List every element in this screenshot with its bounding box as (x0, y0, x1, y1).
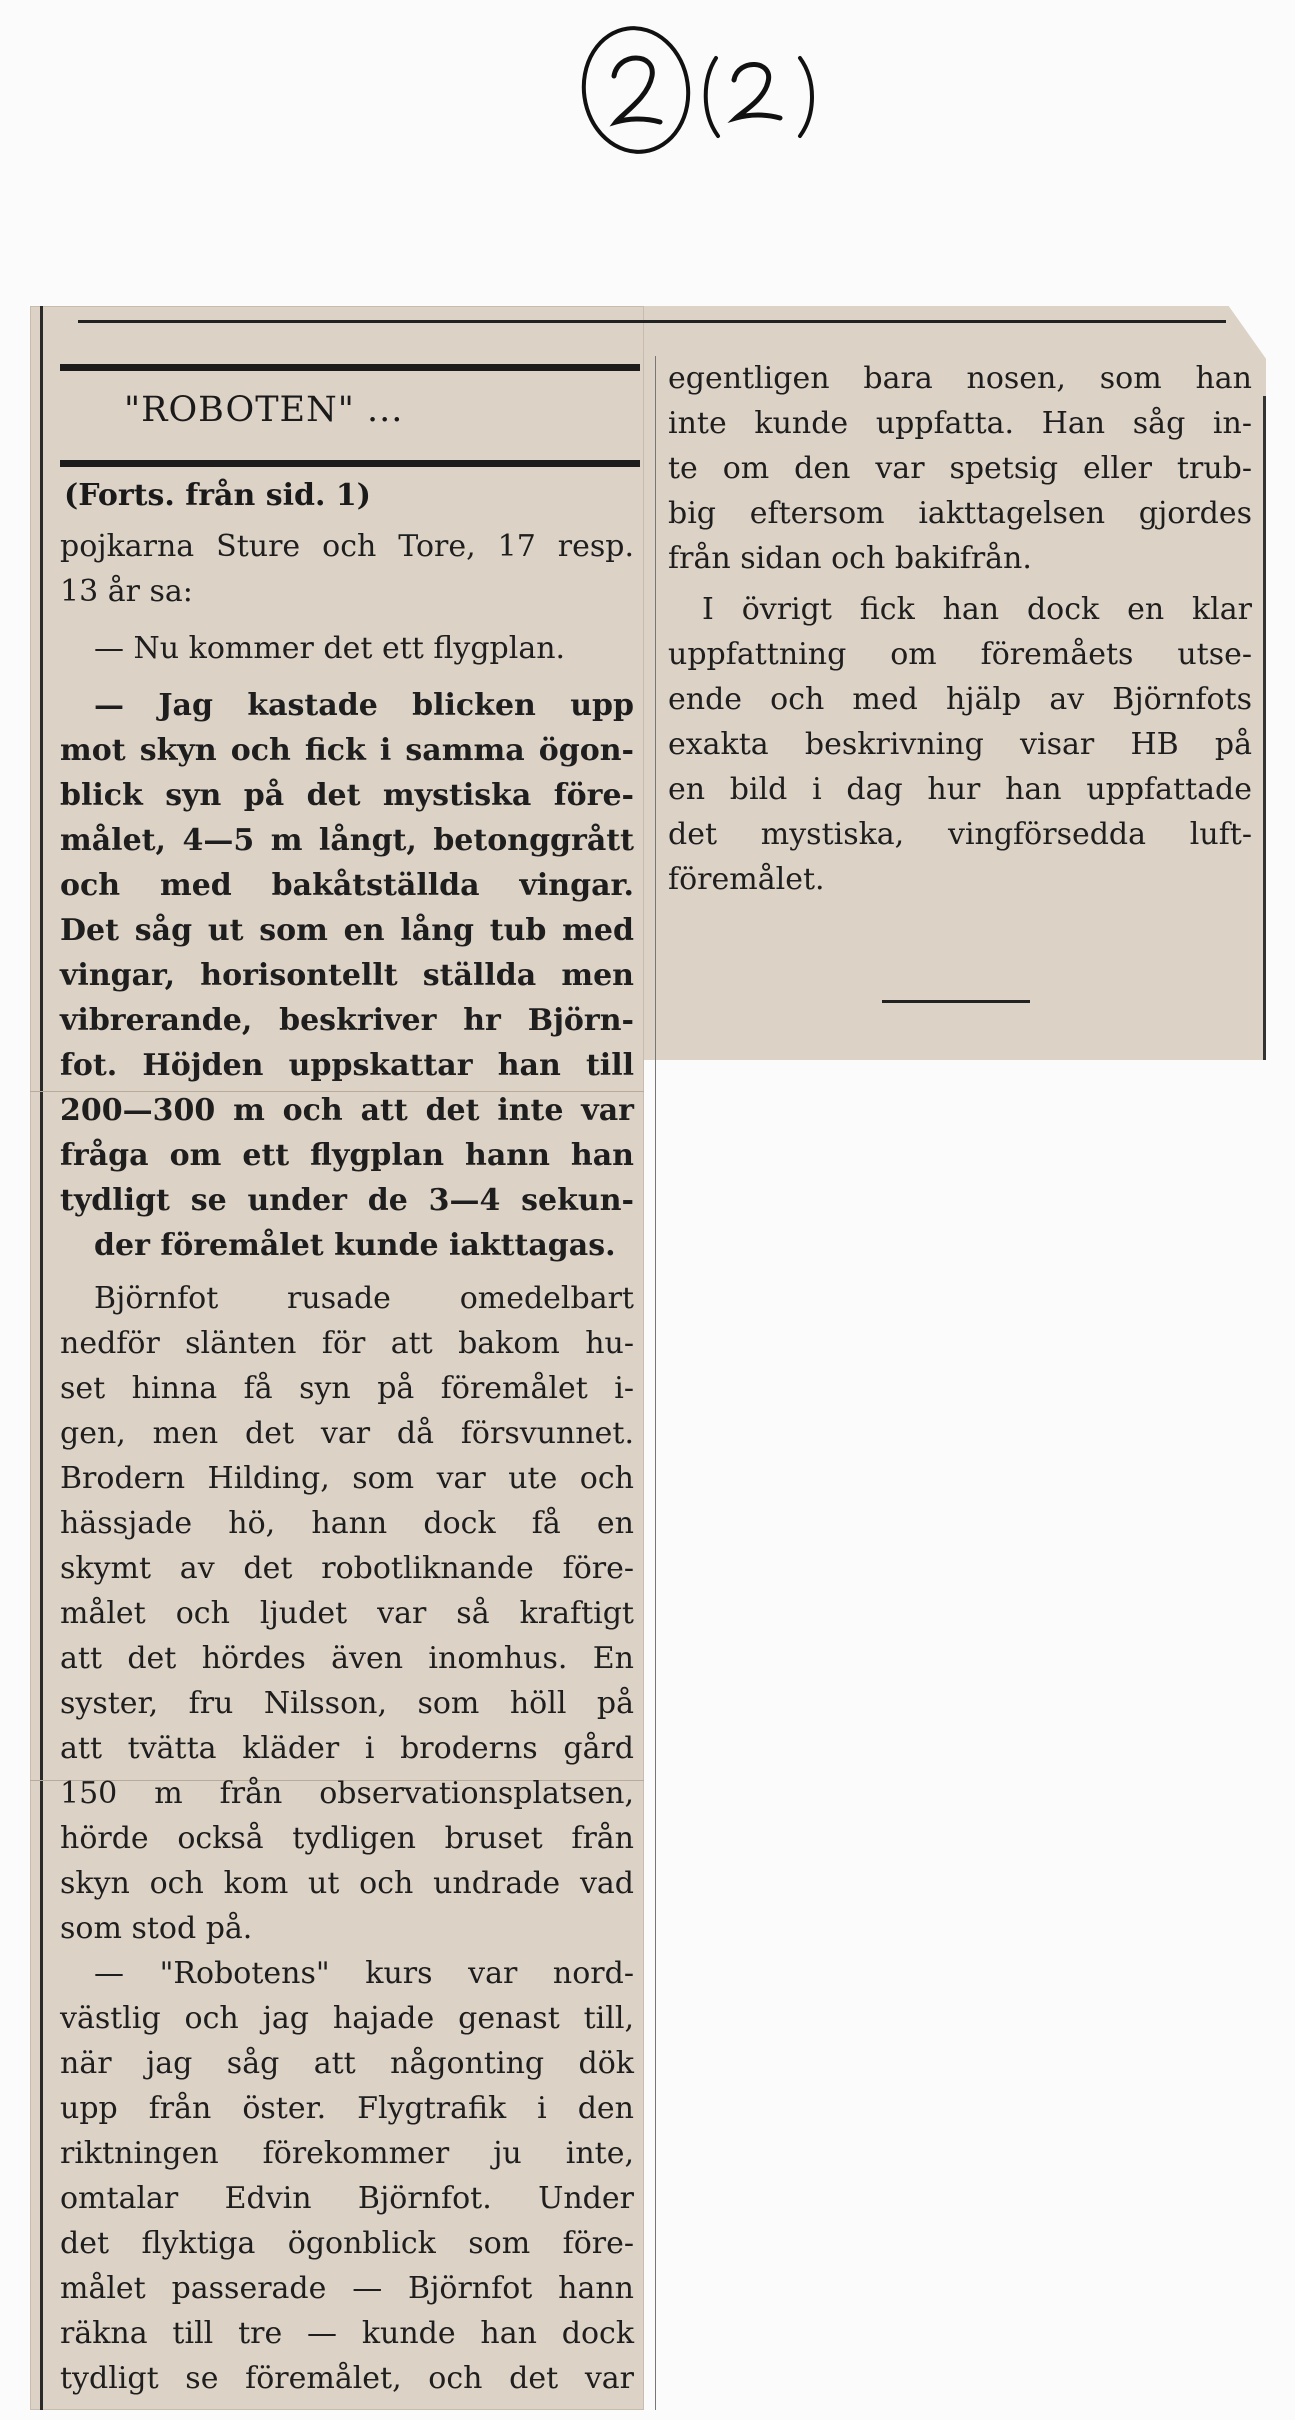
text-line: upp från öster. Flygtrafik i den (60, 2091, 634, 2126)
text-line: målet passerade — Björnfot hann (60, 2271, 634, 2306)
text-line: 200—300 m och att det inte var (60, 1093, 634, 1128)
text-line: hässjade hö, hann dock få en (60, 1506, 634, 1541)
text-line: skymt av det robotliknande före- (60, 1551, 634, 1586)
text-line: vingar, horisontellt ställda men (60, 958, 634, 993)
text-line: exakta beskrivning visar HB på (668, 727, 1252, 762)
top-border-line (78, 320, 664, 323)
text-line: fot. Höjden uppskattar han till (60, 1048, 634, 1083)
text-line: te om den var spetsig eller trub- (668, 451, 1252, 486)
text-line: att tvätta kläder i broderns gård (60, 1731, 634, 1766)
headline-rule-bottom (60, 460, 640, 467)
text-line: big eftersom iakttagelsen gjordes (668, 496, 1252, 531)
text-line: tydligt se föremålet, och det var (60, 2361, 634, 2396)
column-separator (655, 356, 656, 2410)
text-line: egentligen bara nosen, som han (668, 361, 1252, 396)
text-line: — Nu kommer det ett flygplan. (94, 631, 566, 666)
text-line: omtalar Edvin Björnfot. Under (60, 2181, 634, 2216)
text-line: tydligt se under de 3—4 sekun- (60, 1183, 634, 1218)
text-line: Björnfot rusade omedelbart (94, 1281, 634, 1316)
text-line: inte kunde uppfatta. Han såg in- (668, 406, 1252, 441)
right-text-column (668, 356, 1252, 902)
article-end-rule (882, 1000, 1030, 1003)
text-line: fråga om ett flygplan hann han (60, 1138, 634, 1173)
text-line: — "Robotens" kurs var nord- (94, 1956, 634, 1991)
text-line: hörde också tydligen bruset från (60, 1821, 634, 1856)
text-line: föremålet. (668, 862, 825, 897)
text-line: skyn och kom ut och undrade vad (60, 1866, 634, 1901)
text-line: — Jag kastade blicken upp (94, 688, 634, 723)
left-border-line (40, 306, 43, 2410)
text-line: Det såg ut som en lång tub med (60, 913, 634, 948)
text-line: der föremålet kunde iakttagas. (94, 1228, 616, 1263)
text-line: från sidan och bakifrån. (668, 541, 1032, 576)
page-number-ink (578, 18, 838, 168)
text-line: riktningen förekommer ju inte, (60, 2136, 634, 2171)
text-line: mot skyn och fick i samma ögon- (60, 733, 634, 768)
text-line: syster, fru Nilsson, som höll på (60, 1686, 634, 1721)
text-line: målet, 4—5 m långt, betonggrått (60, 823, 634, 858)
text-line: gen, men det var då försvunnet. (60, 1416, 634, 1451)
text-line: vibrerande, beskriver hr Björn- (60, 1003, 634, 1038)
text-line: I övrigt fick han dock en klar (702, 592, 1252, 627)
text-line: Brodern Hilding, som var ute och (60, 1461, 634, 1496)
left-text-column (60, 524, 634, 2401)
text-line: nedför slänten för att bakom hu- (60, 1326, 634, 1361)
continuation-note: (Forts. från sid. 1) (64, 478, 371, 513)
text-line: det mystiska, vingförsedda luft- (668, 817, 1252, 852)
text-line: 150 m från observationsplatsen, (60, 1776, 634, 1811)
top-border-line-right (644, 320, 1226, 323)
handwritten-page-number (578, 18, 838, 168)
text-line: när jag såg att någonting dök (60, 2046, 634, 2081)
text-line: västlig och jag hajade genast till, (60, 2001, 634, 2036)
text-line: som stod på. (60, 1911, 253, 1946)
text-line: 13 år sa: (60, 574, 193, 609)
text-line: det flyktiga ögonblick som före- (60, 2226, 634, 2261)
text-line: målet och ljudet var så kraftigt (60, 1596, 634, 1631)
text-line: uppfattning om föremåets utse- (668, 637, 1252, 672)
text-line: set hinna få syn på föremålet i- (60, 1371, 634, 1406)
text-line: ende och med hjälp av Björnfots (668, 682, 1252, 717)
article-heading: "ROBOTEN" ... (124, 390, 404, 430)
text-line: en bild i dag hur han uppfattade (668, 772, 1252, 807)
text-line: att det hördes även inomhus. En (60, 1641, 634, 1676)
text-line: blick syn på det mystiska före- (60, 778, 634, 813)
text-line: och med bakåtställda vingar. (60, 868, 634, 903)
text-line: pojkarna Sture och Tore, 17 resp. (60, 529, 634, 564)
right-border-line (1263, 396, 1266, 1060)
headline-rule-top (60, 364, 640, 371)
text-line: räkna till tre — kunde han dock (60, 2316, 634, 2351)
